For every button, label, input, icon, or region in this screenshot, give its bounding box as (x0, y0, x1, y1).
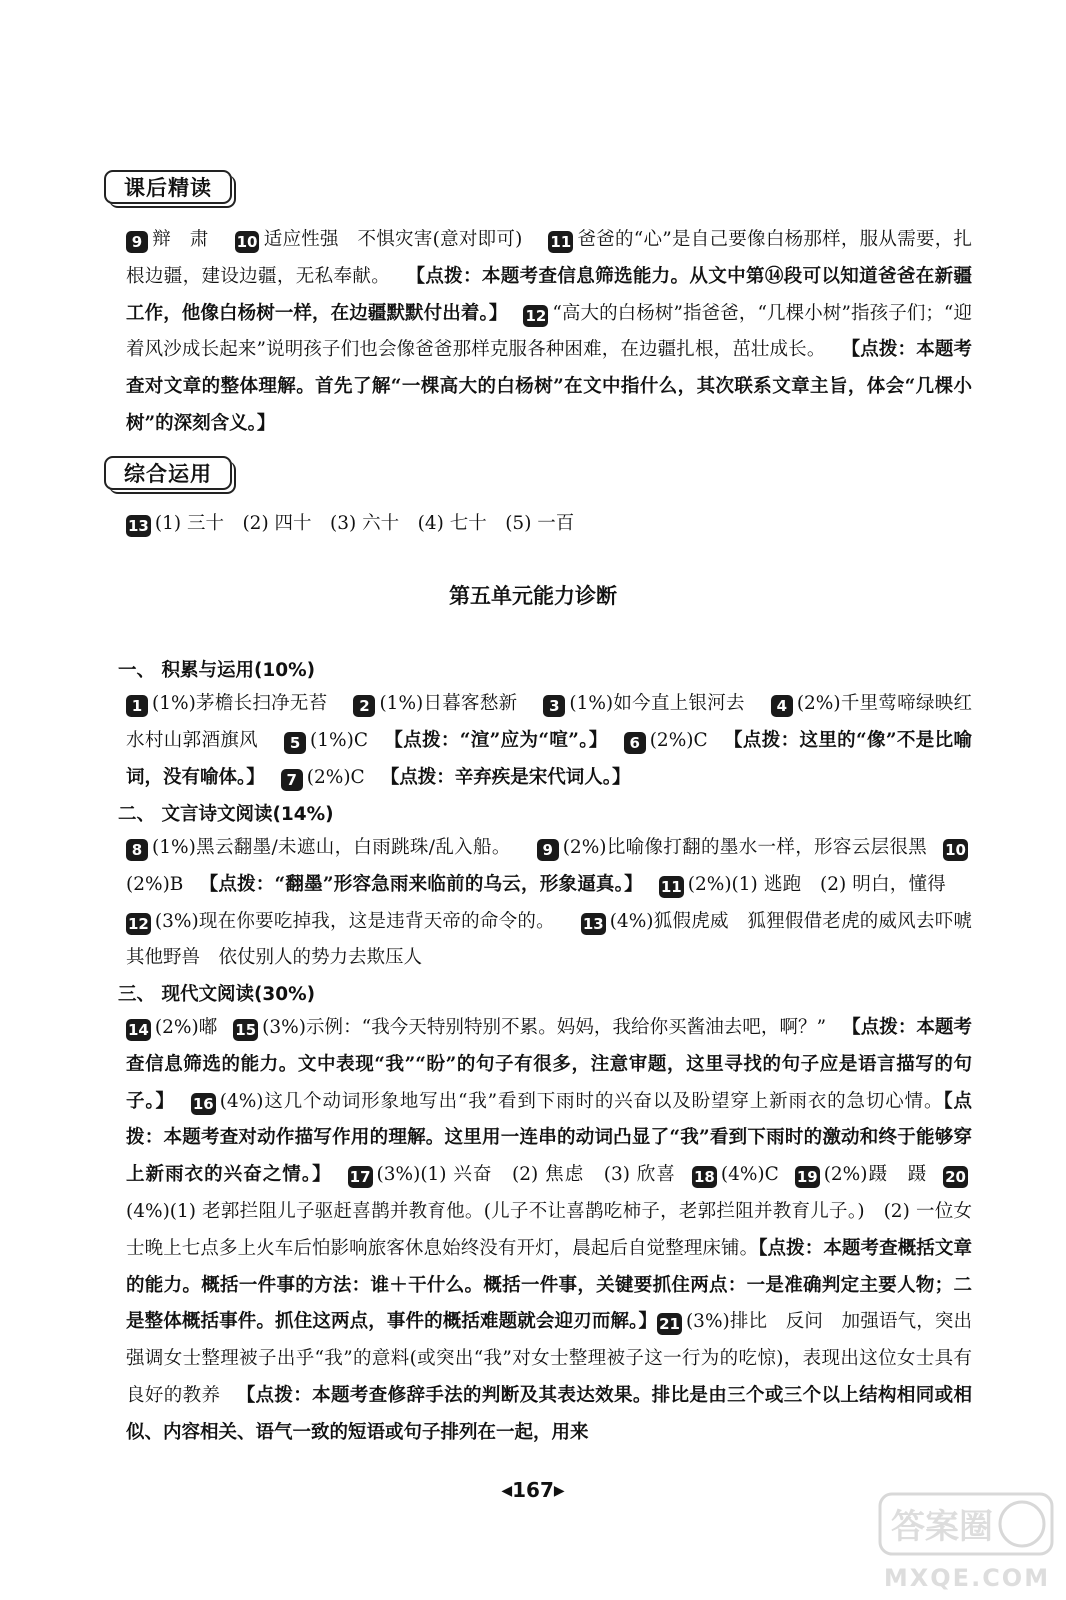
p2-question-number-8: 8 (126, 839, 148, 861)
p1-question-number-1: 1 (126, 695, 148, 717)
p3-tip-16: 【点拨：本题考查对动作描写作用的理解。这里用一连串的动词凸显了“我”看到下雨时的激动和终于能够穿上新雨衣的兴奋之情。】 (126, 1090, 972, 1186)
p2-question-number-12: 12 (128, 914, 149, 933)
applying-answers (126, 506, 972, 543)
p3-answer-15: (3%)示例：“我今天特别特别不累。妈妈，我给你买酱油去吧，啊？” (262, 1017, 827, 1038)
p3-answer-17: (3%)(1) 兴奋 (2) 焦虑 (3) 欣喜 (376, 1164, 676, 1186)
p1-tip-6: 【点拨：这里的“像”不是比喻词，没有喻体。】 (126, 729, 972, 788)
p3-question-number-15: 15 (235, 1021, 257, 1039)
p3-question-number-14: 14 (128, 1021, 149, 1039)
p2-answer-10: (2%)B (126, 873, 184, 895)
p1-question-number-7: 7 (281, 769, 303, 791)
answer-12: “高大的白杨树”指爸爸，“几棵小树”指孩子们；“迎着风沙成长起来”说明孩子们也会像爸爸那样克服各种困难，在边疆扎根，茁壮成长。 (126, 302, 972, 361)
p1-answer-6: (2%)C (649, 729, 708, 751)
p2-answer-13: (4%)狐假虎威 狐狸假借老虎的威风去吓唬其他野兽 依仗别人的势力去欺压人 (126, 910, 972, 969)
p1-tip-7: 【点拨：辛弃疾是宋代词人。】 (380, 766, 631, 788)
p2-question-number-10: 10 (945, 841, 966, 859)
p1-tip-5: 【点拨：“渲”应为“喧”。】 (383, 729, 608, 751)
p2-tip-10: 【点拨：“翻墨”形容急雨来临前的乌云，形象逼真。】 (199, 873, 643, 895)
tip-12: 【点拨：本题考查对文章的整体理解。首先了解“一棵高大的白杨树”在文中指什么，其次联系文章主旨，体会“几棵小树”的深刻含义。】 (126, 339, 972, 434)
p2-question-number-13: 13 (582, 914, 604, 933)
p2-question-number-9: 9 (537, 839, 559, 861)
part3-heading: 三、 现代文阅读(30%) (118, 984, 316, 1005)
p2-answer-12: (3%)现在你要吃掉我，这是违背天帝的命令的。 (154, 910, 555, 932)
reading-answers (126, 222, 972, 443)
section-tag-applying-label: 综合运用 (124, 462, 212, 486)
p3-question-number-21: 21 (659, 1315, 680, 1334)
watermark-sub-text: MXQE.COM (883, 1564, 1051, 1592)
answer-10: 适应性强 不惧灾害(意对即可) (263, 229, 523, 250)
p3-answer-20: (4%)(1) 老郭拦阻儿子驱赶喜鹊并教育他。(儿子不让喜鹊吃柿子，老郭拦阻并教育儿子。) (2) 一位女士晚上七点多上火车后怕影响旅客休息始终没有开灯，晨起后自觉整理床铺。 (126, 1200, 972, 1259)
p3-answer-18: (4%)C (720, 1164, 779, 1186)
p3-tip-21: 【点拨：本题考查修辞手法的判断及其表达效果。排比是由三个或三个以上结构相同或相似、内容相关、语气一致的短语或句子排列在一起，用来 (126, 1384, 972, 1443)
question-number-10: 10 (236, 233, 258, 251)
p1-answer-1: (1%)茅檐长扫净无苔 (152, 693, 328, 714)
answer-13: (1) 三十 (2) 四十 (3) 六十 (4) 七十 (5) 一百 (154, 513, 575, 534)
p1-answer-3: (1%)如今直上银河去 (569, 693, 745, 714)
p3-tip-15: 【点拨：本题考查信息筛选的能力。文中表现“我”“盼”的句子有很多，注意审题，这里寻找的句子应是语言描写的句子。】 (126, 1017, 972, 1112)
p3-question-number-19: 19 (796, 1168, 818, 1187)
p3-question-number-20: 20 (945, 1168, 966, 1187)
p1-answer-4: (2%)千里莺啼绿映红 水村山郭酒旗风 (126, 693, 991, 751)
p2-answer-8: (1%)黑云翻墨/未遮山，白雨跳珠/乱入船。 (152, 837, 511, 858)
section-tag-applying (104, 456, 232, 490)
p2-answer-11: (2%)(1) 逃跑 (2) 明白，懂得 (687, 873, 946, 895)
watermark-graphic (872, 1488, 1062, 1596)
p1-question-number-3: 3 (543, 695, 565, 717)
section-tag-reading-label: 课后精读 (124, 176, 212, 200)
p2-question-number-11: 11 (660, 877, 682, 896)
p1-question-number-5: 5 (284, 732, 306, 754)
question-number-13: 13 (128, 517, 149, 535)
question-number-9: 9 (126, 231, 148, 253)
p2-answer-9: (2%)比喻像打翻的墨水一样，形容云层很黑 (562, 837, 928, 858)
part1-answers (126, 686, 991, 796)
part2-answers (126, 830, 972, 977)
unit-title: 第五单元能力诊断 (449, 584, 617, 608)
question-number-12: 12 (525, 306, 547, 325)
section-tag-reading (104, 170, 232, 204)
p3-tip-20: 【点拨：本题考查概括文章的能力。概括一件事的方法：谁＋干什么。概括一件事，关键要抓住两点：一是准确判定主要人物；二是整体概括事件。抓住这两点，事件的概括难题就会迎刃而解。】 (126, 1237, 972, 1333)
p3-answer-14: (2%)嘟 (154, 1017, 218, 1038)
part3-answers (126, 1010, 972, 1452)
p3-answer-21: (3%)排比 反问 加强语气，突出强调女士整理被子出乎“我”的意料(或突出“我”对女士整理被子这一行为的吃惊)，表现出这位女士具有良好的教养 (126, 1311, 972, 1406)
p1-answer-5: (1%)C (310, 729, 368, 751)
p3-question-number-17: 17 (349, 1168, 371, 1187)
p1-question-number-6: 6 (624, 732, 646, 754)
p3-answer-16: (4%)这几个动词形象地写出“我”看到下雨时的兴奋以及盼望穿上新雨衣的急切心情。 (219, 1090, 944, 1112)
answer-11: 爸爸的“心”是自己要像白杨那样，服从需要，扎根边疆，建设边疆，无私奉献。 (126, 229, 972, 287)
watermark-logo (872, 1488, 1062, 1596)
p3-question-number-18: 18 (693, 1168, 715, 1187)
p1-question-number-4: 4 (771, 695, 793, 717)
part1-heading: 一、 积累与运用(10%) (118, 660, 316, 681)
question-number-11: 11 (550, 233, 572, 251)
part2-heading: 二、 文言诗文阅读(14%) (118, 804, 334, 825)
page-number-value: 167 (512, 1478, 554, 1502)
p3-answer-19: (2%)蹑 蹑 (823, 1164, 928, 1186)
answer-9: 辩 肃 (152, 229, 209, 250)
p1-question-number-2: 2 (353, 695, 375, 717)
tip-11: 【点拨：本题考查信息筛选能力。从文中第⑭段可以知道爸爸在新疆工作，他像白杨树一样，在边疆默默付出着。】 (126, 265, 972, 324)
p3-question-number-16: 16 (192, 1094, 214, 1113)
page-prev-triangle-icon: ◀ (501, 1483, 513, 1499)
p1-answer-2: (1%)日暮客愁新 (379, 693, 518, 714)
p1-answer-7: (2%)C (306, 766, 365, 788)
page-next-triangle-icon: ▶ (553, 1483, 565, 1499)
watermark-main-text: 答案圈 (891, 1507, 993, 1547)
